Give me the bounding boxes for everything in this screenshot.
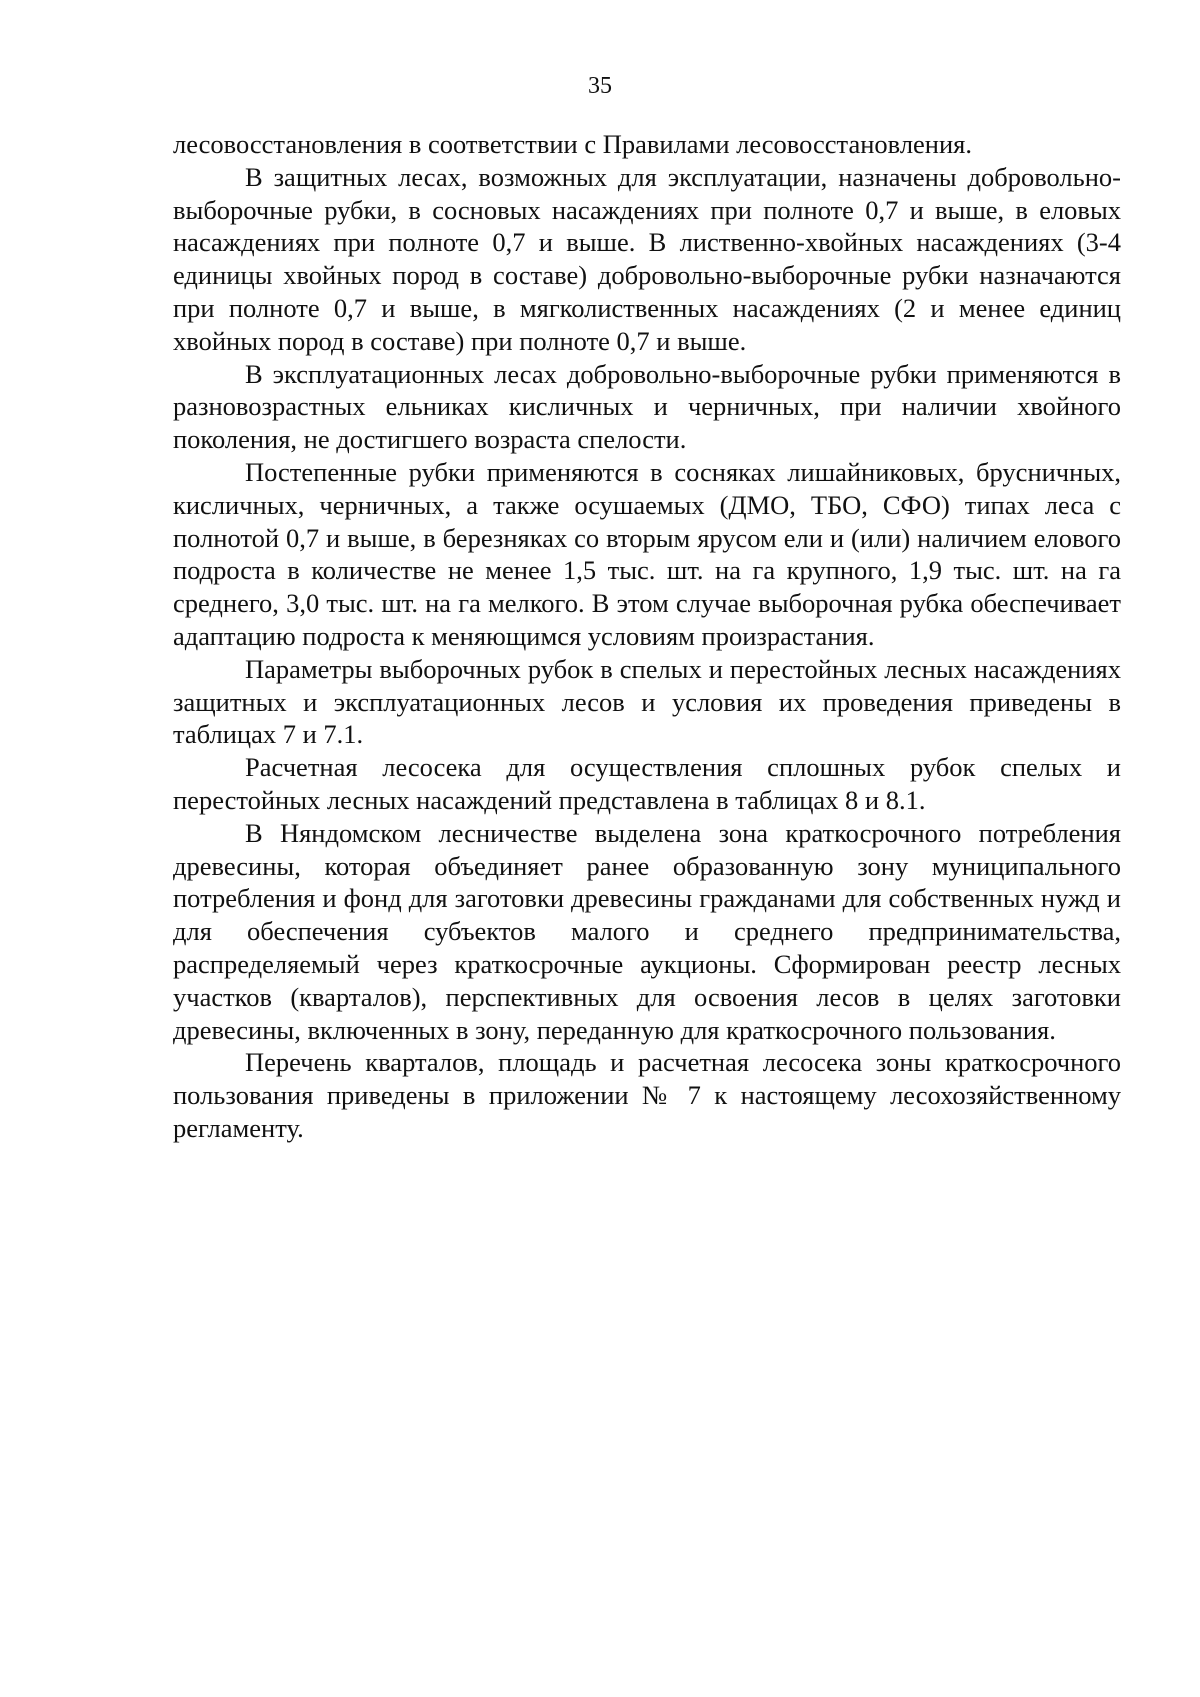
paragraph-short-term-zone: В Няндомском лесничестве выделена зона краткосрочного потребления древесины, которая объединяет ранее образованную зону муниципального потребления и фонд для заготовки древесины гражданами для собственных нужд и для обеспечения субъектов малого и среднего предпринимательства, распределяемый через краткосрочные аукционы. Сформирован реестр лесных участков (кварталов), перспективных для освоения лесов в целях заготовки древесины, включенных в зону, переданную для краткосрочного пользования.: [173, 817, 1121, 1045]
paragraph-quarters-list: Перечень кварталов, площадь и расчетная лесосека зоны краткосрочного пользования приведены в приложении № 7 к настоящему лесохозяйственному регламенту.: [173, 1047, 1121, 1143]
page-number: 35: [588, 73, 612, 99]
paragraph-allowable-cut: Расчетная лесосека для осуществления сплошных рубок спелых и перестойных лесных насаждений представлена в таблицах 8 и 8.1.: [173, 752, 1121, 815]
paragraph-selective-cutting-parameters: Параметры выборочных рубок в спелых и перестойных лесных насаждениях защитных и эксплуатационных лесов и условия их проведения приведены в таблицах 7 и 7.1.: [173, 653, 1121, 750]
document-body: [173, 128, 1121, 1145]
paragraph-gradual-cutting: Постепенные рубки применяются в сосняках лишайниковых, брусничных, кисличных, черничных, а также осушаемых (ДМО, ТБО, СФО) типах леса с полнотой 0,7 и выше, в березняках со вторым ярусом ели и (или) наличием елового подроста в количестве не менее 1,5 тыс. шт. на га крупного, 1,9 тыс. шт. на га среднего, 3,0 тыс. шт. на га мелкого. В этом случае выборочная рубка обеспечивает адаптацию подроста к меняющимся условиям произрастания.: [173, 456, 1121, 651]
paragraph-protective-forests: В защитных лесах, возможных для эксплуатации, назначены добровольно-выборочные рубки, в сосновых насаждениях при полноте 0,7 и выше, в еловых насаждениях при полноте 0,7 и выше. В лиственно-хвойных насаждениях (3-4 единицы хвойных пород в составе) добровольно-выборочные рубки назначаются при полноте 0,7 и выше, в мягколиственных насаждениях (2 и менее единиц хвойных пород в составе) при полноте 0,7 и выше.: [173, 161, 1121, 356]
paragraph-continuation: лесовосстановления в соответствии с Правилами лесовосстановления.: [173, 129, 972, 159]
paragraph-exploitation-forests: В эксплуатационных лесах добровольно-выборочные рубки применяются в разновозрастных ельниках кисличных и черничных, при наличии хвойного поколения, не достигшего возраста спелости.: [173, 358, 1121, 455]
